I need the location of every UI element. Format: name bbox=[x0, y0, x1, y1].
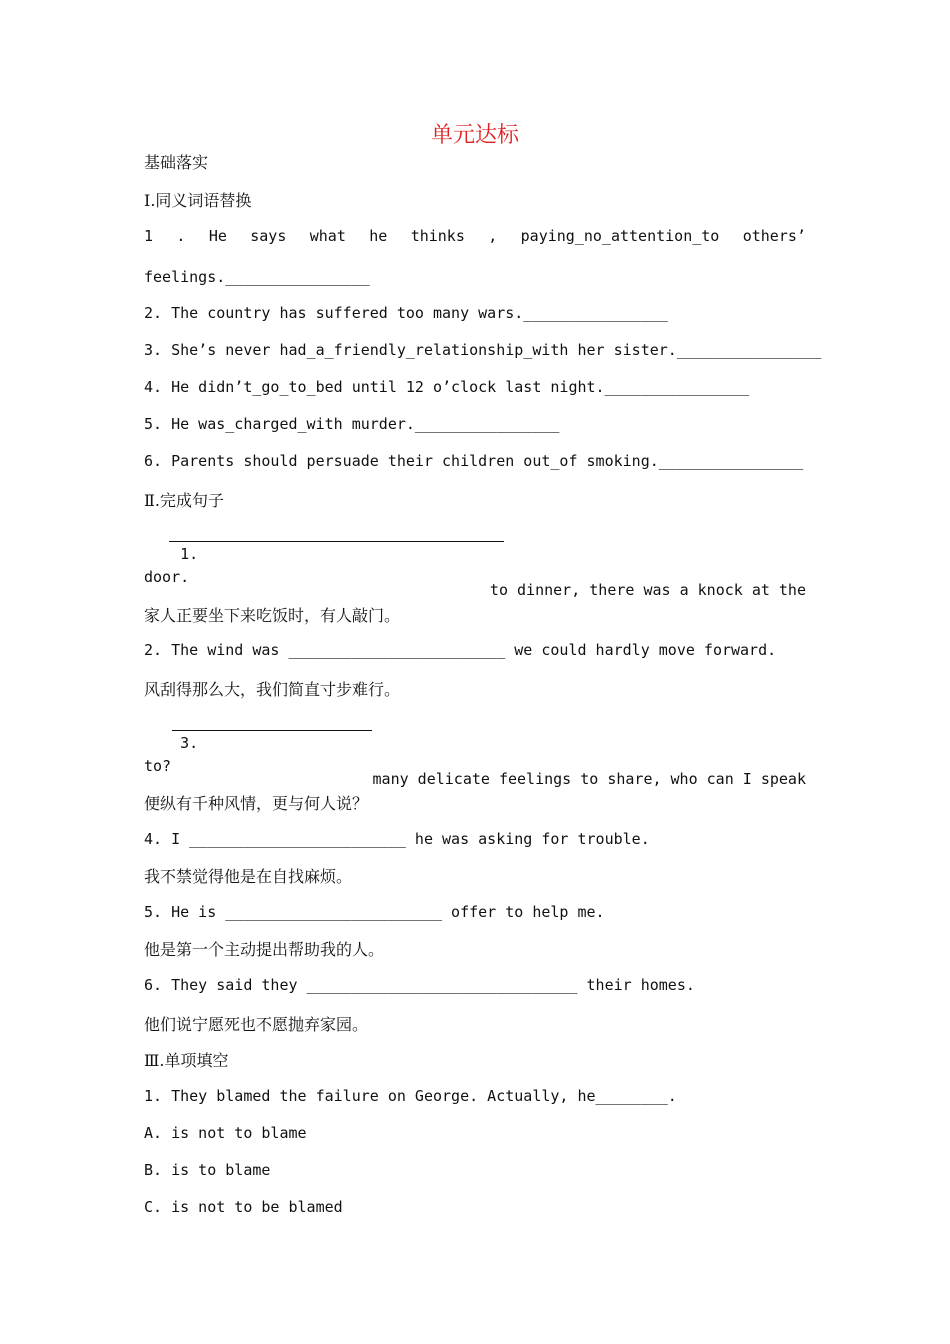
part2-question-5: 5. He is ________________________ offer to help me. bbox=[144, 903, 605, 921]
part1-question-3: 3. She’s never had_a_friendly_relationship_with her sister.________________ bbox=[144, 341, 822, 359]
answer-blank bbox=[169, 529, 504, 542]
option-b: B. is to blame bbox=[144, 1161, 271, 1179]
part2-question-1-cont: door. bbox=[144, 568, 190, 586]
word: he bbox=[369, 227, 388, 245]
option-a: A. is not to blame bbox=[144, 1124, 307, 1142]
part2-question-3-cn: 便纵有千种风情，更与何人说？ bbox=[144, 794, 369, 813]
part2-question-6-cn: 他们说宁愿死也不愿抛弃家园。 bbox=[144, 1015, 369, 1034]
part2-question-3-cont: to? bbox=[144, 757, 172, 775]
word: , bbox=[488, 227, 498, 245]
word: says bbox=[250, 227, 287, 245]
part1-question-6: 6. Parents should persuade their children out_of smoking.________________ bbox=[144, 452, 804, 470]
question-number: 1. bbox=[180, 545, 199, 563]
word: others’ bbox=[742, 227, 806, 245]
word: . bbox=[176, 227, 186, 245]
part1-question-1-cont: feelings.________________ bbox=[144, 268, 370, 286]
part2-question-2: 2. The wind was ________________________ we could hardly move forward. bbox=[144, 641, 777, 659]
word: paying_no_attention_to bbox=[520, 227, 720, 245]
word: He bbox=[208, 227, 227, 245]
part3-question-1: 1. They blamed the failure on George. Actually, he________. bbox=[144, 1087, 677, 1105]
part2-heading: Ⅱ.完成句子 bbox=[144, 491, 224, 510]
part1-question-5: 5. He was_charged_with murder.________________ bbox=[144, 415, 560, 433]
part1-heading: I.同义词语替换 bbox=[144, 191, 252, 210]
part2-question-4-cn: 我不禁觉得他是在自找麻烦。 bbox=[144, 867, 353, 886]
part2-question-2-cn: 风刮得那么大，我们简直寸步难行。 bbox=[144, 680, 401, 699]
part1-question-1 bbox=[144, 227, 806, 245]
part1-question-2: 2. The country has suffered too many wars.________________ bbox=[144, 304, 668, 322]
part3-heading: Ⅲ.单项填空 bbox=[144, 1051, 229, 1070]
word: 1 bbox=[144, 227, 154, 245]
part2-question-4: 4. I ________________________ he was asking for trouble. bbox=[144, 830, 650, 848]
word: thinks bbox=[410, 227, 465, 245]
part2-question-1-cn: 家人正要坐下来吃饭时，有人敲门。 bbox=[144, 606, 401, 625]
page-title: 单元达标 bbox=[430, 123, 519, 148]
part2-question-5-cn: 他是第一个主动提出帮助我的人。 bbox=[144, 940, 385, 959]
question-text: many delicate feelings to share, who can I speak bbox=[372, 770, 806, 788]
part1-question-4: 4. He didn’t_go_to_bed until 12 o’clock last night.________________ bbox=[144, 378, 750, 396]
question-text: to dinner, there was a knock at the bbox=[489, 581, 806, 599]
answer-blank bbox=[172, 718, 372, 731]
section-heading: 基础落实 bbox=[144, 153, 209, 172]
option-c: C. is not to be blamed bbox=[144, 1198, 343, 1216]
part2-question-6: 6. They said they ______________________________ their homes. bbox=[144, 976, 695, 994]
word: what bbox=[309, 227, 346, 245]
question-number: 3. bbox=[180, 734, 199, 752]
